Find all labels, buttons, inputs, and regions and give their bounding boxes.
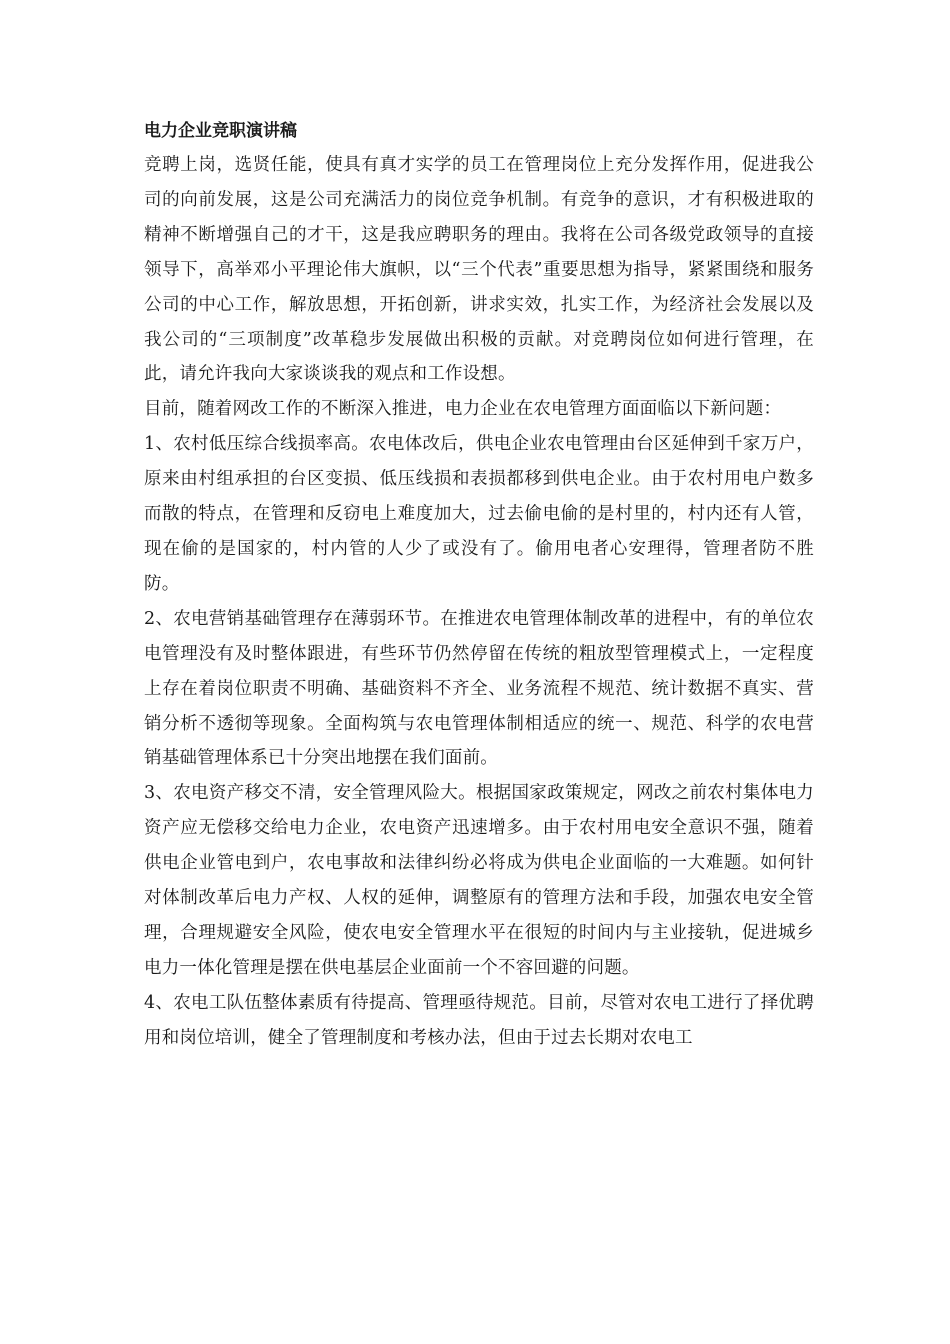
document-title: 电力企业竞职演讲稿 bbox=[144, 121, 297, 141]
problems-intro-paragraph: 目前，随着网改工作的不断深入推进，电力企业在农电管理方面面临以下新问题： bbox=[144, 399, 782, 420]
problem-1-paragraph: 1、农村低压综合线损率高。农电体改后，供电企业农电管理由台区延伸到千家万户，原来由村组承担的台区变损、低压线损和表损都移到供电企业。由于农村用电户数多而散的特点，在管理和反窃电上难度加大，过去偷电偷的是村里的，村内还有人管，现在偷的是国家的，村内管的人少了或没有了。偷用电者心安理得，管理者防不胜防。 bbox=[144, 434, 814, 594]
problem-2-paragraph: 2、农电营销基础管理存在薄弱环节。在推进农电管理体制改革的进程中，有的单位农电管理没有及时整体跟进，有些环节仍然停留在传统的粗放型管理模式上，一定程度上存在着岗位职责不明确、基础资料不齐全、业务流程不规范、统计数据不真实、营销分析不透彻等现象。全面构筑与农电管理体制相适应的统一、规范、科学的农电营销基础管理体系已十分突出地摆在我们面前。 bbox=[144, 608, 814, 769]
problem-3-paragraph: 3、农电资产移交不清，安全管理风险大。根据国家政策规定，网改之前农村集体电力资产应无偿移交给电力企业，农电资产迅速增多。由于农村用电安全意识不强，随着供电企业管电到户，农电事故和法律纠纷必将成为供电企业面临的一大难题。如何针对体制改革后电力产权、人权的延伸，调整原有的管理方法和手段，加强农电安全管理，合理规避安全风险，使农电安全管理水平在很短的时间内与主业接轨，促进城乡电力一体化管理是摆在供电基层企业面前一个不容回避的问题。 bbox=[144, 783, 814, 978]
document-body bbox=[144, 114, 814, 1056]
problem-4-paragraph: 4、农电工队伍整体素质有待提高、管理亟待规范。目前，尽管对农电工进行了择优聘用和岗位培训，健全了管理制度和考核办法，但由于过去长期对农电工 bbox=[144, 992, 814, 1048]
intro-paragraph: 竞聘上岗，选贤任能，使具有真才实学的员工在管理岗位上充分发挥作用，促进我公司的向前发展，这是公司充满活力的岗位竞争机制。有竞争的意识，才有积极进取的精神不断增强自己的才干，这是我应聘职务的理由。我将在公司各级党政领导的直接领导下，高举邓小平理论伟大旗帜，以“三个代表”重要思想为指导，紧紧围绕和服务公司的中心工作，解放思想，开拓创新，讲求实效，扎实工作，为经济社会发展以及我公司的“三项制度”改革稳步发展做出积极的贡献。对竞聘岗位如何进行管理，在此，请允许我向大家谈谈我的观点和工作设想。 bbox=[144, 155, 814, 385]
